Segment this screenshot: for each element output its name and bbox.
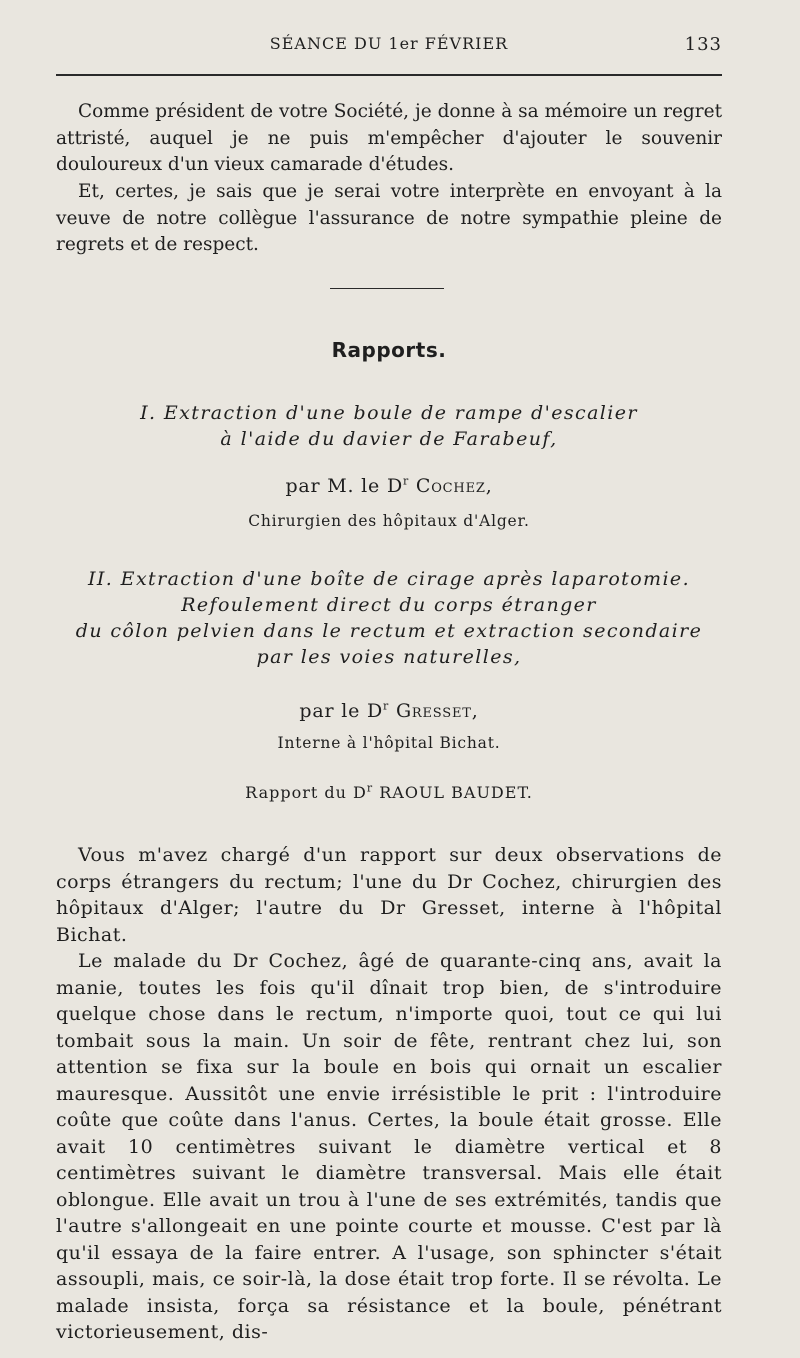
report-two-title-line: II. Extraction d'une boîte de cirage après laparotomie. <box>87 568 691 590</box>
author-name: Cochez, <box>415 475 493 497</box>
author-prefix: par le D <box>299 700 384 722</box>
report-one-title <box>56 400 722 452</box>
author-name: Gresset, <box>395 700 479 722</box>
section-divider <box>330 288 444 289</box>
rapporteur-name: RAOUL BAUDET. <box>379 783 533 802</box>
body-paragraph: Vous m'avez chargé d'un rapport sur deux observations de corps étrangers du rectum; l'une du Dr Cochez, chirurgien des hôpitaux d'Alger; l'autre du Dr Gresset, interne à l'hôpital Bichat. <box>56 844 722 946</box>
report-two-title <box>56 566 722 670</box>
rapporteur-line <box>56 783 722 802</box>
report-two-author <box>56 700 722 722</box>
report-one-title-line: à l'aide du davier de Farabeuf, <box>220 428 558 450</box>
report-one-title-line: I. Extraction d'une boule de rampe d'escalier <box>140 402 638 424</box>
report-two-title-line: du côlon pelvien dans le rectum et extraction secondaire <box>75 620 703 642</box>
intro-paragraph: Et, certes, je sais que je serai votre interprète en envoyant à la veuve de notre collègue l'assurance de notre sympathie pleine de regrets et de respect. <box>56 181 722 256</box>
report-one-author <box>56 475 722 497</box>
report-two-title-line: par les voies naturelles, <box>256 646 522 668</box>
body-paragraph: Le malade du Dr Cochez, âgé de quarante-cinq ans, avait la manie, toutes les fois qu'il dînait trop bien, de s'introduire quelque chose dans le rectum, n'importe quoi, tout ce qui lui tombait sous la main. Un soir de fête, rentrant chez lui, son attention se fixa sur la boule en bois qui ornait un escalier mauresque. Aussitôt une envie irrésistible le prit : l'introduire coûte que coûte dans l'anus. Certes, la boule était grosse. Elle avait 10 centimètres suivant le diamètre vertical et 8 centimètres suivant le diamètre transversal. Mais elle était oblongue. Elle avait un trou à l'une de ses extrémités, tandis que l'autre s'allongeait en une pointe courte et mousse. C'est par là qu'il essaya de la faire entrer. A l'usage, son sphincter s'était assoupli, mais, ce soir-là, la dose était trop forte. Il se révolta. Le malade insista, força sa résistance et la boule, pénétrant victorieusement, dis- <box>56 950 722 1343</box>
report-two-affiliation: Interne à l'hôpital Bichat. <box>277 734 501 752</box>
running-header <box>56 34 722 60</box>
rapporteur-sup: r <box>366 781 374 795</box>
page-number: 133 <box>684 34 722 55</box>
author-prefix: par M. le D <box>285 475 403 497</box>
section-heading: Rapports. <box>331 338 447 362</box>
intro-paragraph: Comme président de votre Société, je donne à sa mémoire un regret attristé, auquel je ne puis m'empêcher d'ajouter le souvenir douloureux d'un vieux camarade d'études. <box>56 101 722 176</box>
report-two-title-line: Refoulement direct du corps étranger <box>181 594 597 616</box>
rapporteur-prefix: Rapport du D <box>245 783 367 802</box>
running-title: SÉANCE DU 1er FÉVRIER <box>269 34 509 53</box>
author-sup: r <box>383 699 390 713</box>
report-one-affiliation: Chirurgien des hôpitaux d'Alger. <box>248 512 530 530</box>
author-sup: r <box>402 474 410 488</box>
report-body <box>56 842 722 1346</box>
header-rule <box>56 74 722 76</box>
